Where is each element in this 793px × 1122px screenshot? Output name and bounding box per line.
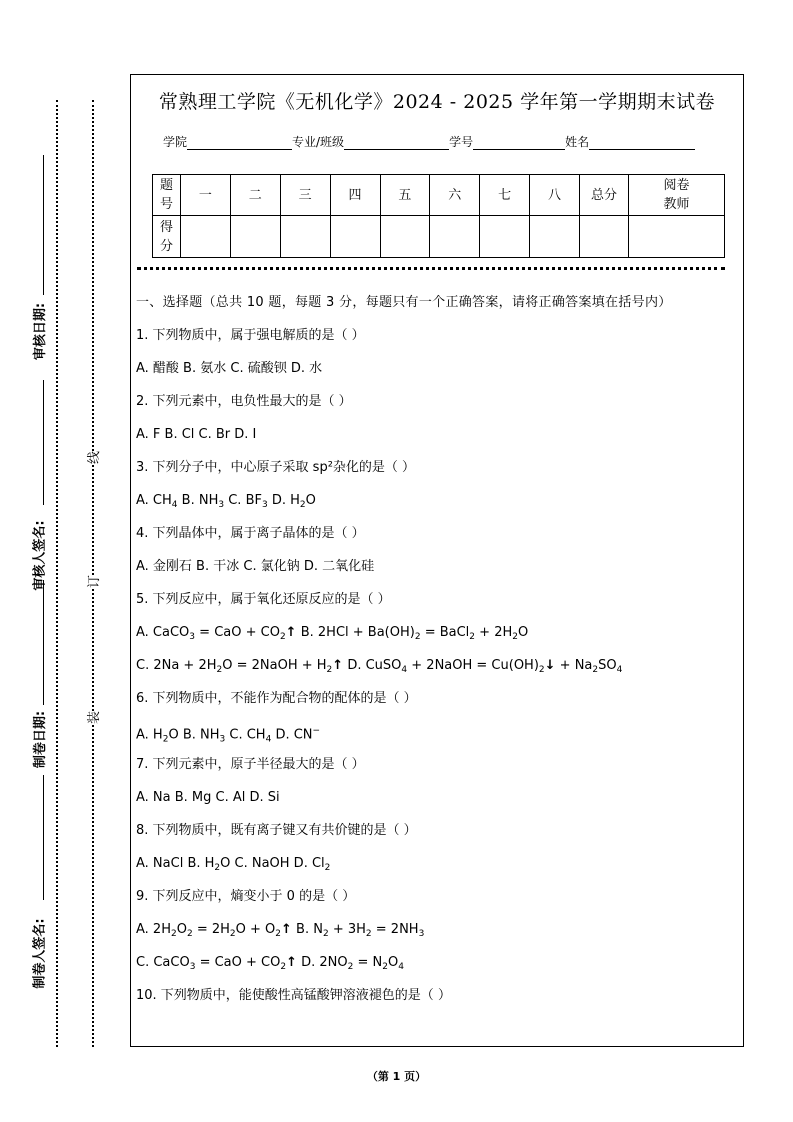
bind-ding-char: 订	[81, 575, 104, 588]
question-number-label: 题 号	[153, 175, 181, 216]
score-cell-6[interactable]	[430, 216, 480, 258]
header-separator	[137, 267, 725, 270]
compile-date-blank[interactable]	[43, 580, 44, 705]
question-stem: 4. 下列晶体中，属于离子晶体的是（ ）	[136, 526, 365, 541]
col-6: 六	[430, 175, 480, 216]
name-label: 姓名	[565, 135, 590, 149]
review-date-blank[interactable]	[43, 155, 44, 295]
score-cell-grader[interactable]	[629, 216, 725, 258]
question-stem: 1. 下列物质中，属于强电解质的是（ ）	[136, 328, 365, 343]
col-5: 五	[380, 175, 430, 216]
score-cell-4[interactable]	[330, 216, 380, 258]
college-label: 学院	[163, 135, 188, 149]
bind-line-char: 线	[81, 451, 104, 464]
question-stem: 8. 下列物质中，既有离子键又有共价键的是（ ）	[136, 823, 417, 838]
col-2: 二	[230, 175, 280, 216]
question-options: A. $H_2O$ B. $NH_3$ C. $CH_4$ D. CN−	[136, 726, 321, 745]
exam-frame	[130, 74, 744, 1047]
question-stem: 10. 下列物质中，能使酸性高锰酸钾溶液褪色的是（ ）	[136, 988, 451, 1003]
binding-dotted-line-inner	[92, 100, 94, 1047]
name-field[interactable]	[589, 135, 695, 150]
compiler-signature-label: 制卷人签名:	[32, 918, 48, 989]
student-id-label: 学号	[449, 135, 474, 149]
question-options: A. 金刚石 B. 干冰 C. 氯化钠 D. 二氧化硅	[136, 559, 375, 574]
col-3: 三	[280, 175, 330, 216]
score-cell-2[interactable]	[230, 216, 280, 258]
question-options: A. CaCO$_3$ = CaO + $CO_2↑$ B. $2HCl + Ba(OH)_2$ = BaCl$_2$ + $2H_2O$	[136, 625, 529, 642]
exam-title: 常熟理工学院《无机化学》2024 - 2025 学年第一学期期末试卷	[158, 91, 716, 113]
page-number: （第 1 页）	[366, 1070, 427, 1083]
question-stem: 7. 下列元素中，原子半径最大的是（ ）	[136, 757, 365, 772]
reviewer-signature-label: 审核人签名:	[32, 520, 48, 591]
student-id-field[interactable]	[473, 135, 565, 150]
col-4: 四	[330, 175, 380, 216]
grader-label: 阅卷 教师	[629, 175, 725, 216]
compiler-signature-blank[interactable]	[43, 775, 44, 900]
col-1: 一	[181, 175, 231, 216]
question-options: A. $CH_4$ B. $NH_3$ C. $BF_3$ D. $H_2O$	[136, 493, 316, 510]
question-content	[136, 290, 731, 1012]
question-options: A. $2H_2O_2 = 2H_2O$ + $O_2↑$ B. $N_2 + 3H_2 = 2NH_3$	[136, 922, 425, 939]
major-field[interactable]	[344, 135, 449, 150]
score-cell-5[interactable]	[380, 216, 430, 258]
question-options: C. CaCO$_3$ = CaO + $CO_2↑$ D. $2NO_2 = N_2O_4$	[136, 955, 404, 972]
college-field[interactable]	[187, 135, 292, 150]
question-stem: 2. 下列元素中，电负性最大的是（ ）	[136, 394, 352, 409]
review-date-label: 审核日期:	[33, 302, 49, 361]
score-cell-total[interactable]	[580, 216, 629, 258]
score-table	[152, 174, 725, 258]
question-options: A. 醋酸 B. 氨水 C. 硫酸钡 D. 水	[136, 361, 323, 376]
section-heading: 一、选择题（总共 10 题，每题 3 分，每题只有一个正确答案，请将正确答案填在括号内）	[136, 295, 672, 310]
question-options: A. Na B. Mg C. Al D. Si	[136, 790, 280, 805]
question-options: A. F B. Cl C. Br D. I	[136, 427, 257, 442]
score-table-header-row	[153, 175, 725, 216]
col-8: 八	[530, 175, 580, 216]
score-cell-3[interactable]	[280, 216, 330, 258]
question-options: C. $2Na + 2H_2O$ = 2NaOH + $H_2↑$ D. CuSO$_4$ + 2NaOH = $Cu(OH)_2↓ + Na_2SO_4$	[136, 658, 623, 675]
score-cell-8[interactable]	[530, 216, 580, 258]
col-7: 七	[480, 175, 530, 216]
score-label: 得 分	[153, 216, 181, 258]
reviewer-signature-blank[interactable]	[43, 380, 44, 505]
question-stem: 3. 下列分子中，中心原子采取 sp²杂化的是（ ）	[136, 460, 416, 475]
student-info-row	[163, 133, 695, 150]
score-cell-1[interactable]	[181, 216, 231, 258]
bind-zhuang-char: 装	[81, 711, 104, 724]
question-stem: 5. 下列反应中，属于氧化还原反应的是（ ）	[136, 592, 391, 607]
compile-date-label: 制卷日期:	[33, 710, 49, 769]
score-table-score-row	[153, 216, 725, 258]
question-options: A. NaCl B. $H_2O$ C. NaOH D. $Cl_2$	[136, 856, 331, 873]
question-stem: 6. 下列物质中，不能作为配合物的配体的是（ ）	[136, 691, 417, 706]
major-label: 专业/班级	[292, 135, 345, 149]
score-cell-7[interactable]	[480, 216, 530, 258]
question-stem: 9. 下列反应中，熵变小于 0 的是（ ）	[136, 889, 356, 904]
binding-dotted-line-outer	[56, 100, 58, 1047]
col-total: 总分	[580, 175, 629, 216]
